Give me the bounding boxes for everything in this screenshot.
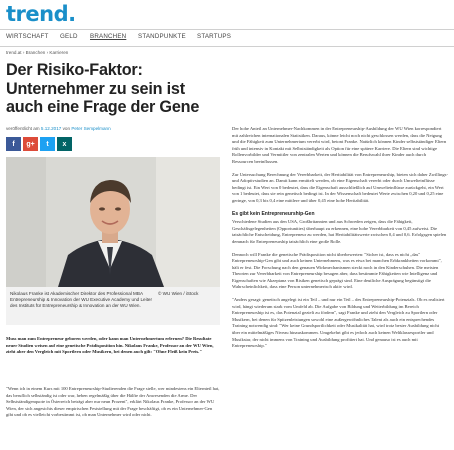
nav-item-branchen[interactable]: BRANCHEN (90, 33, 127, 40)
article-body-right (232, 126, 448, 356)
article-lead: Muss man zum Entrepreneur geboren werden, oder kann man Unternehmertum erlernen? Die Resultate neuer Studien weisen auf eine genetische Prädisposition hin. Nikolaus Franke, Professor an der WU Wien, zieht aber den Vergleich mit Sportlern oder Musikern, bei denen auch gilt: "Ohne Fleiß kein Preis." (6, 336, 214, 355)
paragraph: Dennoch will Franke die genetische Prädisposition nicht überbewerten: "Sicher ist, dass es nicht „das" Entrepreneurship-Gen gibt und auch keinen Unternehmens, was es etwa bei manchen Erbkrankheiten vorkommt", hält er fest. Die Forschung nach den genauen Wirkmechanismen steckt noch in den Kinderschuhen. Die meisten Theorien zur Vererbbarkeit von Entrepreneurship besagen aber, dass bestimmte Fähigkeiten wie Intelligenz und Eigenschaften wie Akzeptanz von Risiken genetisch geprägt sind. Eine deutliche Ausprägung begünstigt die Wahrscheinlichkeit, dass eine Person unternehmerisch aktiv wird. (232, 251, 442, 290)
twitter-icon: t (46, 140, 49, 148)
article-meta (6, 126, 111, 131)
nav-item-standpunkte[interactable]: STANDPUNKTE (138, 33, 186, 40)
meta-prefix: veröffentlicht am (6, 126, 40, 131)
portrait-image (6, 157, 220, 287)
paragraph: Zur Untersuchung Berechnung der Vererbbarkeit, der Heritabilität von Entrepreneurship, bieten sich daher Zwillings- und Adoptivstudien an. Damit kann ermittelt werden, ob eine Eigenschaft vererbt oder durch Umwelteinflüsse bedingt ist. Ein Wert von 0 bedeutet, dass die Eigenschaft ausschließlich auf Umwelteinflüsse zurückgeht, ein Wert von 1 bedeutet, dass sie rein genetisch bedingt ist. In der Wissenschaft bedeutet Werte zwischen 0,20 und 0,25 eine geringe, von 0,3 bis 0,4 eine mittlere und über 0,45 eine hohe Heritabilität. (232, 171, 449, 203)
site-logo[interactable]: trend. (6, 2, 76, 26)
facebook-icon: f (12, 140, 15, 148)
googleplus-icon: g+ (26, 140, 35, 148)
author-link[interactable]: Peter Sempelmann (71, 126, 111, 131)
nav-item-geld[interactable]: GELD (60, 33, 78, 40)
nav-item-wirtschaft[interactable]: WIRTSCHAFT (6, 33, 49, 40)
nav-divider (0, 46, 454, 47)
twitter-share-button[interactable] (40, 137, 55, 151)
photo-caption (6, 287, 220, 325)
xing-icon: x (62, 140, 67, 148)
nav-item-startups[interactable]: STARTUPS (197, 33, 232, 40)
main-nav (0, 33, 454, 47)
article-body-left: "Wenn ich in einem Kurs mit 100 Entrepreneurship-Studierenden die Frage stelle, wer mindestens ein Elternteil hat, das beruflich selbständig ist oder war, heben regelmäßig über die Hälfte der Anwesenden die Arme. Der Selbstständigenquote in Österreich beträgt aber nur neun Prozent", erklärt Nikolaus Franke, Professor an der WU Wien, der sich angesichts dieser empirischen Feststellung mit der Frage beschäftigt, ob es ein Unternehmer-Gen gibt und ob es vielleicht vorbestimmt ist, ob man Unternehmer wird oder nicht. (6, 386, 220, 418)
paragraph: Der hohe Anteil an Unternehmer-Nachkommen in der Entrepreneurship-Ausbildung der WU Wien korrespondiert mit zahlreichen internationalen Statistiken. Daraus, könne leicht noch nicht geschlossen werden, dass die Neigung und die Fähigkeit zum Unternehmertum vererbt wird, betont Franke. Natürlich können Kinder selbstständiger Eltern früh und intensiv in Kontakt mit Selbstständigkeit als Option für eine spätere Karriere. Die Eltern sind wichtige Rollenvorbilder und Vermittler von zentralen Werten und können die Berufswahl ihrer Kinder auch durch Ressourcen beeinflussen. (232, 126, 447, 164)
share-bar (6, 137, 72, 151)
meta-by: von (62, 126, 71, 131)
article-photo (6, 157, 220, 287)
paragraph: "Anders gesagt: genetisch angelegt ist ein Teil – und nur ein Teil – des Entrepreneurship-Potenzials. Ob es realisiert wird, hängt wiederum stark vom Umfeld ab. Die Aufgabe von Bildung und Weiterbildung im Bereich Entrepreneurship ist es, das Potenzial gezielt zu fördern", sagt Franke und zieht den Vergleich zu Sportlern oder Musikern, bei denen für Spitzenleistungen sowohl eine außergewöhnliches Talent als auch ein entsprechendes Training notwendig sind: "Wer keine Grundsportlichkeit oder Musikalität hat, wird trotz bester Ausbildung nicht über ein mittelmäßiges Niveau hinauskommen. Umgekehrt gibt es jedoch auch keinen Weltklassesportler und Musikstar, der nicht immens von Training und Ausbildung profitiert hat. Und genauso ist es auch mit Entrepreneurship." (232, 297, 445, 349)
header-divider (0, 29, 454, 30)
xing-share-button[interactable] (57, 137, 72, 151)
caption-text: Nikolaus Franke ist Akademischer Direktor des Professional MBA Entrepreneurship & Innovation der WU Executive Academy und Leiter des Instituts für Entrepreneurship & Innovation an der WU Wien. (10, 291, 152, 309)
facebook-share-button[interactable] (6, 137, 21, 151)
googleplus-share-button[interactable] (23, 137, 38, 151)
article-headline: Der Risiko-Faktor: Unternehmer zu sein ist auch eine Frage der Gene (6, 61, 200, 116)
section-subheading: Es gibt kein Entrepreneurship-Gen (232, 210, 315, 217)
breadcrumb[interactable]: trend.at › Branchen › Karrieren (6, 50, 69, 55)
photo-credit: © WU Wien / iStock (158, 291, 199, 296)
publish-date: 5.12.2017 (40, 126, 62, 131)
paragraph: Verschiedene Studien aus den USA, Großbritannien und aus Schweden zeigen, dass die Fähigkeit, Geschäftsgelegenheiten (Opportunities) überhaupt zu erkennen, eine hohe Vererbbarkeit von 0,45 aufweist. Die tatsächliche Entscheidung, Entrepreneur zu werden, hat Heritabilitätswerte zwischen 0,4 und 0,6. Erfolgsgen spielen demnach für Entrepreneurship tatsächlich eine große Rolle. (232, 219, 447, 244)
